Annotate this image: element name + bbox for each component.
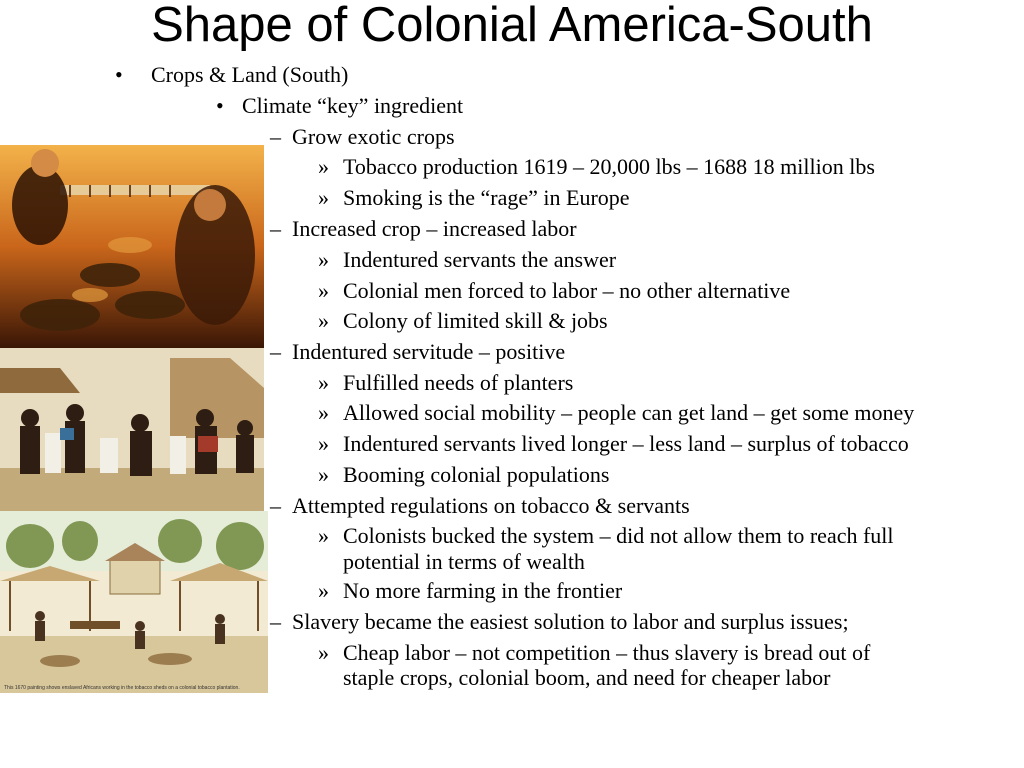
- slide-title: Shape of Colonial America-South: [151, 0, 873, 52]
- outline-item-text: staple crops, colonial boom, and need for cheaper labor: [343, 665, 831, 690]
- bullet-marker: »: [318, 247, 329, 272]
- outline-item-text: Slavery became the easiest solution to labor and surplus issues;: [292, 609, 849, 634]
- outline-item-text: Indentured servants the answer: [343, 247, 617, 272]
- bullet-marker: »: [318, 578, 329, 603]
- outline-item-text: Cheap labor – not competition – thus slavery is bread out of: [343, 640, 871, 665]
- outline-item-text: Allowed social mobility – people can get land – get some money: [343, 400, 915, 425]
- bullet-marker: »: [318, 185, 329, 210]
- outline-item-text: Indentured servitude – positive: [292, 339, 566, 364]
- outline-item-text: Fulfilled needs of planters: [343, 370, 574, 395]
- outline-item-text: Indentured servants lived longer – less land – surplus of tobacco: [343, 431, 909, 456]
- bullet-marker: –: [270, 124, 281, 149]
- bullet-marker: –: [270, 216, 281, 241]
- plantation-dance-painting: [0, 348, 264, 511]
- bullet-marker: –: [270, 339, 281, 364]
- bullet-marker: »: [318, 308, 329, 333]
- tobacco-plantation-painting: [0, 511, 268, 693]
- bullet-marker: »: [318, 278, 329, 303]
- outline-item-text: Colonists bucked the system – did not allow them to reach full: [343, 523, 894, 548]
- bullet-marker: »: [318, 370, 329, 395]
- bullet-marker: •: [216, 93, 224, 118]
- outline-item-text: Colony of limited skill & jobs: [343, 308, 608, 333]
- bullet-marker: –: [270, 609, 281, 634]
- bullet-marker: »: [318, 154, 329, 179]
- bullet-marker: »: [318, 462, 329, 487]
- outline-item-text: Attempted regulations on tobacco & servants: [292, 493, 690, 518]
- outline-item-text: potential in terms of wealth: [343, 549, 585, 574]
- outline-item-text: Smoking is the “rage” in Europe: [343, 185, 630, 210]
- outline-item-text: Booming colonial populations: [343, 462, 610, 487]
- image-caption: This 1670 painting shows enslaved Africans working in the tobacco sheds on a colonial tobacco plantation.: [4, 685, 240, 691]
- bullet-marker: »: [318, 400, 329, 425]
- bullet-marker: »: [318, 523, 329, 548]
- bullet-marker: »: [318, 640, 329, 665]
- tobacco-field-painting: [0, 145, 264, 348]
- bullet-marker: »: [318, 431, 329, 456]
- outline-item-text: Increased crop – increased labor: [292, 216, 577, 241]
- outline-item-text: Grow exotic crops: [292, 124, 455, 149]
- outline-item-text: Tobacco production 1619 – 20,000 lbs – 1688 18 million lbs: [343, 154, 875, 179]
- bullet-marker: –: [270, 493, 281, 518]
- outline-item-text: Colonial men forced to labor – no other alternative: [343, 278, 791, 303]
- outline-item-text: Climate “key” ingredient: [242, 93, 464, 118]
- outline-item-text: Crops & Land (South): [151, 62, 349, 87]
- bullet-marker: •: [115, 62, 123, 87]
- outline-item-text: No more farming in the frontier: [343, 578, 623, 603]
